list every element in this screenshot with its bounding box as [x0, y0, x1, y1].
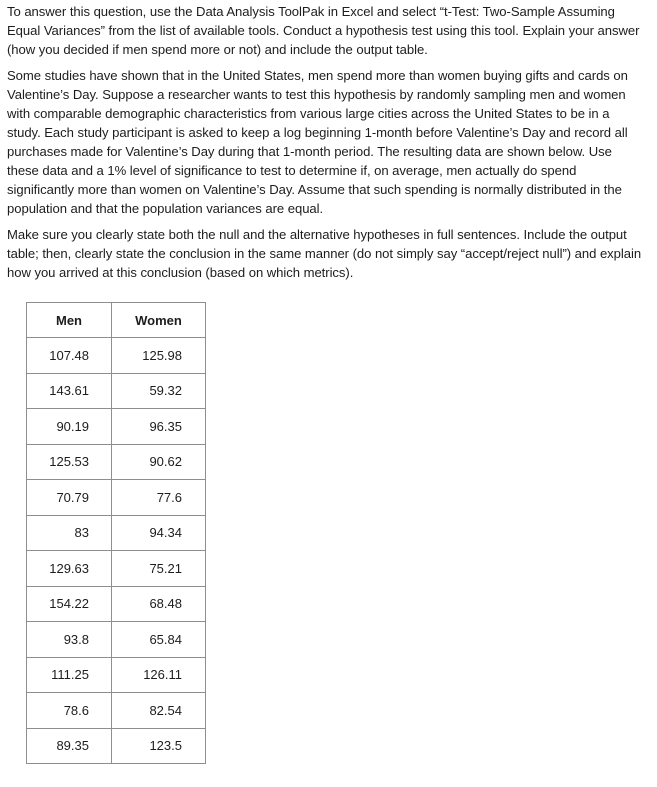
women-value-cell: 126.11 [112, 657, 206, 693]
instruction-paragraph: To answer this question, use the Data Analysis ToolPak in Excel and select “t-Test: Two-Sample Assuming Equal Variances” from the list of available tools. Conduct a hypothesis test using this tool. Explain your answer (how you decided if men spend more or not) and include the output table. [7, 4, 640, 57]
women-value-cell: 90.62 [112, 444, 206, 480]
column-header-men: Men [27, 303, 112, 338]
table-row [27, 622, 206, 658]
men-value-cell: 93.8 [27, 622, 112, 658]
women-value-cell: 77.6 [112, 480, 206, 516]
requirements-paragraph: Make sure you clearly state both the null and the alternative hypotheses in full sentences. Include the output table; then, clearly state the conclusion in the same manner (do not simply say “accept/reject null”) and explain how you arrived at this conclusion (based on which metrics). [7, 227, 642, 280]
men-value-cell: 111.25 [27, 657, 112, 693]
table-row [27, 444, 206, 480]
spending-data-table [26, 302, 206, 764]
women-value-cell: 125.98 [112, 338, 206, 374]
question-text [7, 2, 643, 289]
men-value-cell: 70.79 [27, 480, 112, 516]
men-value-cell: 83 [27, 515, 112, 551]
women-value-cell: 75.21 [112, 551, 206, 587]
column-header-women: Women [112, 303, 206, 338]
women-value-cell: 59.32 [112, 373, 206, 409]
table-row [27, 480, 206, 516]
table-row [27, 657, 206, 693]
women-value-cell: 65.84 [112, 622, 206, 658]
men-value-cell: 154.22 [27, 586, 112, 622]
table-row [27, 586, 206, 622]
women-value-cell: 94.34 [112, 515, 206, 551]
men-value-cell: 125.53 [27, 444, 112, 480]
women-value-cell: 68.48 [112, 586, 206, 622]
table-row [27, 693, 206, 729]
women-value-cell: 123.5 [112, 728, 206, 764]
table-row [27, 551, 206, 587]
men-value-cell: 89.35 [27, 728, 112, 764]
men-value-cell: 107.48 [27, 338, 112, 374]
table-row [27, 373, 206, 409]
table-row [27, 338, 206, 374]
men-value-cell: 143.61 [27, 373, 112, 409]
table-row [27, 515, 206, 551]
women-value-cell: 96.35 [112, 409, 206, 445]
table-row [27, 409, 206, 445]
men-value-cell: 78.6 [27, 693, 112, 729]
men-value-cell: 129.63 [27, 551, 112, 587]
scenario-paragraph: Some studies have shown that in the United States, men spend more than women buying gifts and cards on Valentine’s Day. Suppose a researcher wants to test this hypothesis by randomly sampling men and women with comparable demographic characteristics from various large cities across the United States to be in a study. Each study participant is asked to keep a log beginning 1-month before Valentine’s Day and record all purchases made for Valentine’s Day during that 1-month period. The resulting data are shown below. Use these data and a 1% level of significance to test to determine if, on average, men actually do spend significantly more than women on Valentine’s Day. Assume that such spending is normally distributed in the population and that the population variances are equal. [7, 68, 628, 216]
men-value-cell: 90.19 [27, 409, 112, 445]
table-header-row [27, 303, 206, 338]
table-row [27, 728, 206, 764]
women-value-cell: 82.54 [112, 693, 206, 729]
